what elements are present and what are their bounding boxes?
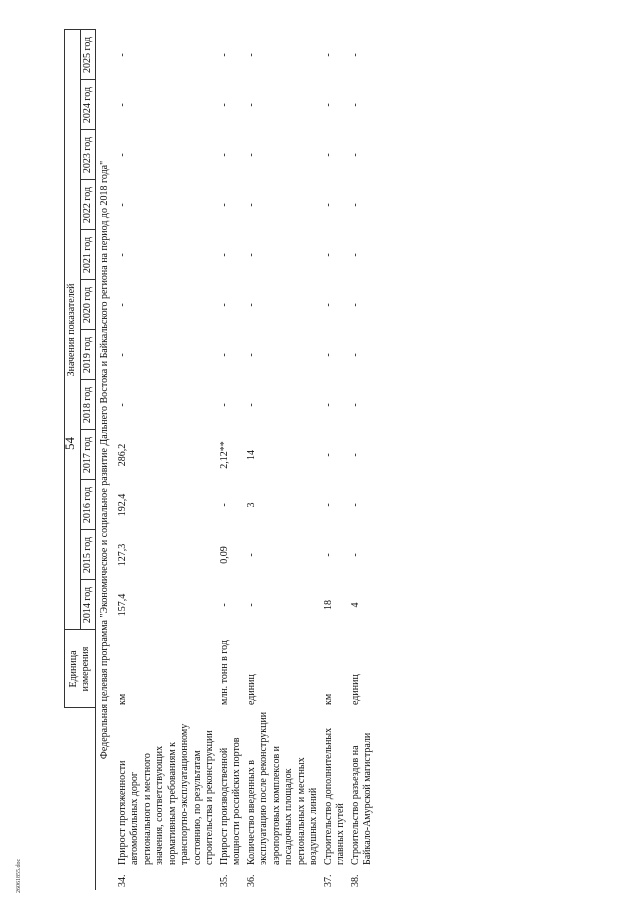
row-number: 34.	[116, 874, 128, 887]
header-year: 2019 год	[80, 330, 96, 380]
value-cell: -	[322, 353, 334, 357]
program-title: Федеральная целевая программа "Экономическое и социальное развитие Дальнего Востока и Байкальского региона на период до 2018 года"	[99, 160, 110, 760]
value-cell: -	[349, 103, 361, 107]
unit-cell: единиц	[245, 674, 257, 705]
value-cell: -	[245, 603, 257, 607]
header-unit: Единица измерения	[65, 630, 96, 708]
value-cell: 2,12**	[218, 441, 230, 469]
row-number: 35.	[218, 874, 230, 887]
value-cell: -	[322, 153, 334, 157]
indicator-table-page	[64, 30, 619, 890]
value-cell: -	[322, 303, 334, 307]
value-cell: -	[245, 353, 257, 357]
value-cell: 14	[245, 450, 257, 460]
header-year: 2017 год	[80, 430, 96, 480]
indicator-name: Прирост производственной мощности российских портов	[218, 737, 242, 865]
value-cell: -	[116, 153, 128, 157]
header-year: 2024 год	[80, 80, 96, 130]
value-cell: -	[349, 53, 361, 57]
value-cell: 192,4	[116, 493, 128, 517]
value-cell: -	[218, 103, 230, 107]
header-year: 2018 год	[80, 380, 96, 430]
table-row	[218, 30, 245, 890]
header-blank-name	[65, 708, 96, 868]
header-year: 2020 год	[80, 280, 96, 330]
value-cell: -	[322, 103, 334, 107]
value-cell: -	[349, 453, 361, 457]
value-cell: -	[322, 403, 334, 407]
row-number: 36.	[245, 874, 257, 887]
value-cell: -	[349, 403, 361, 407]
value-cell: -	[322, 253, 334, 257]
value-cell: 0,09	[218, 546, 230, 564]
value-cell: -	[349, 203, 361, 207]
value-cell: -	[116, 203, 128, 207]
value-cell: 18	[322, 600, 334, 610]
value-cell: -	[245, 53, 257, 57]
value-cell: -	[349, 153, 361, 157]
unit-cell: единиц	[349, 674, 361, 705]
value-cell: -	[218, 353, 230, 357]
value-cell: -	[322, 553, 334, 557]
unit-cell: км	[116, 693, 128, 705]
value-cell: -	[218, 53, 230, 57]
table-row	[245, 30, 322, 890]
table-row	[349, 30, 376, 890]
value-cell: -	[322, 203, 334, 207]
header-year: 2025 год	[80, 30, 96, 80]
value-cell: -	[349, 553, 361, 557]
value-cell: -	[245, 103, 257, 107]
row-number: 37.	[322, 874, 334, 887]
value-cell: 157,4	[116, 593, 128, 617]
unit-cell: км	[322, 693, 334, 705]
row-number: 38.	[349, 874, 361, 887]
value-cell: -	[116, 403, 128, 407]
value-cell: -	[245, 303, 257, 307]
value-cell: -	[218, 303, 230, 307]
header-year: 2023 год	[80, 130, 96, 180]
value-cell: -	[218, 153, 230, 157]
value-cell: -	[349, 353, 361, 357]
value-cell: -	[218, 403, 230, 407]
value-cell: -	[116, 103, 128, 107]
value-cell: -	[322, 53, 334, 57]
value-cell: 4	[349, 602, 361, 608]
header-year: 2021 год	[80, 230, 96, 280]
indicator-name: Строительство разъездов на Байкало-Амурской магистрали	[349, 732, 373, 865]
value-cell: -	[245, 403, 257, 407]
header-values-group: Значения показателей	[65, 30, 81, 630]
value-cell: -	[322, 453, 334, 457]
value-cell: -	[218, 603, 230, 607]
table-row	[322, 30, 349, 890]
header-year: 2014 год	[80, 580, 96, 630]
value-cell: -	[218, 203, 230, 207]
value-cell: 3	[245, 502, 257, 508]
value-cell: -	[218, 253, 230, 257]
value-cell: -	[116, 53, 128, 57]
indicator-name: Строительство дополнительных главных путей	[322, 727, 346, 865]
value-cell: -	[245, 553, 257, 557]
value-cell: -	[245, 153, 257, 157]
indicator-name: Прирост протяженности автомобильных дорог регионального и местного значения, соответствующих нормативным требованиям к транспортно-эксплуатационному состоянию, по результатам строительства и реконструкции	[116, 723, 215, 865]
value-cell: -	[349, 253, 361, 257]
page-number: 54	[62, 437, 77, 450]
unit-cell: млн. тонн в год	[218, 640, 230, 705]
value-cell: -	[322, 503, 334, 507]
header-year: 2015 год	[80, 530, 96, 580]
document-id: 26061855.doc	[16, 858, 22, 893]
value-cell: -	[218, 503, 230, 507]
value-cell: -	[349, 503, 361, 507]
value-cell: 286,2	[116, 443, 128, 467]
value-cell: -	[116, 353, 128, 357]
value-cell: -	[245, 203, 257, 207]
value-cell: -	[349, 303, 361, 307]
value-cell: -	[116, 253, 128, 257]
header-year: 2016 год	[80, 480, 96, 530]
indicator-table	[64, 29, 376, 890]
indicator-name: Количество введенных в эксплуатацию после реконструкции аэропортовых комплексов и посадочных площадок региональных и местных воздушных линий	[245, 711, 319, 865]
header-year: 2022 год	[80, 180, 96, 230]
header-blank-num	[65, 868, 96, 890]
table-row	[116, 30, 218, 890]
value-cell: -	[245, 253, 257, 257]
value-cell: -	[116, 303, 128, 307]
value-cell: 127,3	[116, 543, 128, 567]
